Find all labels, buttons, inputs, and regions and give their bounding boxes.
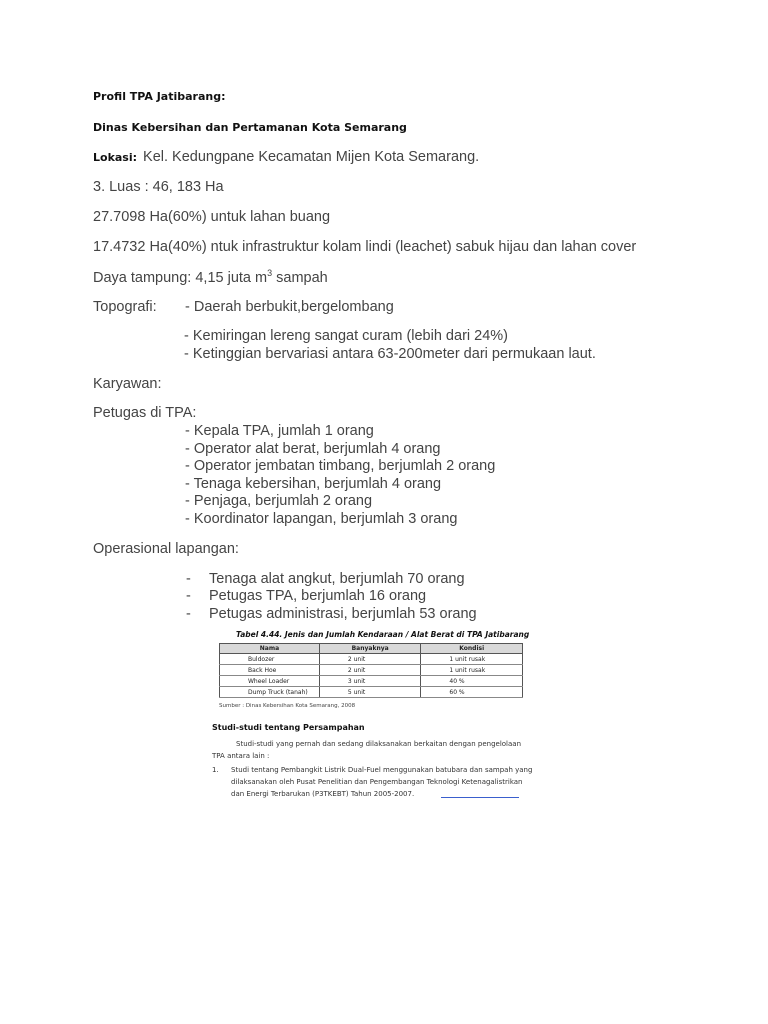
daya-tampung-sup: 3 bbox=[267, 268, 273, 278]
table-cell: 5 unit bbox=[319, 687, 420, 698]
table-cell: Dump Truck (tanah) bbox=[220, 687, 320, 698]
table-source: Sumber : Dinas Kebersihan Kota Semarang, 2008 bbox=[219, 703, 356, 709]
table-header-row bbox=[220, 644, 523, 654]
petugas-item: - Penjaga, berjumlah 2 orang bbox=[185, 493, 373, 509]
luas-line: 3. Luas : 46, 183 Ha bbox=[93, 179, 224, 195]
operasional-item: Petugas administrasi, berjumlah 53 orang bbox=[209, 606, 477, 622]
table-cell: Back Hoe bbox=[220, 665, 320, 676]
table-row bbox=[220, 654, 523, 665]
table-cell: 1 unit rusak bbox=[421, 665, 523, 676]
studi-item-text: Studi tentang Pembangkit Listrik Dual-Fuel menggunakan batubara dan sampah yang bbox=[231, 766, 533, 774]
petugas-item: - Koordinator lapangan, berjumlah 3 orang bbox=[185, 511, 458, 527]
table-row bbox=[220, 676, 523, 687]
table-header-cell: Banyaknya bbox=[319, 644, 420, 654]
operasional-dash: - bbox=[186, 606, 191, 622]
table-cell: 60 % bbox=[421, 687, 523, 698]
lokasi-label: Lokasi: bbox=[93, 151, 138, 164]
document-title: Profil TPA Jatibarang: bbox=[93, 90, 226, 103]
agency-name: Dinas Kebersihan dan Pertamanan Kota Semarang bbox=[93, 121, 407, 134]
studi-heading: Studi-studi tentang Persampahan bbox=[212, 723, 365, 732]
petugas-item: - Operator alat berat, berjumlah 4 orang bbox=[185, 441, 441, 457]
daya-tampung-suffix: sampah bbox=[272, 269, 328, 286]
table-cell: Buldozer bbox=[220, 654, 320, 665]
daya-tampung-prefix: Daya tampung: 4,15 juta m bbox=[93, 269, 268, 286]
operasional-dash: - bbox=[186, 571, 191, 587]
studi-item-number: 1. bbox=[212, 766, 219, 774]
operasional-item: Tenaga alat angkut, berjumlah 70 orang bbox=[209, 571, 465, 587]
studi-item-text: dilaksanakan oleh Pusat Penelitian dan Pengembangan Teknologi Ketenagalistrikan bbox=[231, 778, 523, 786]
table-row bbox=[220, 687, 523, 698]
table-header-cell: Nama bbox=[220, 644, 320, 654]
studi-item-text: dan Energi Terbarukan (P3TKEBT) Tahun 2005-2007. bbox=[231, 790, 415, 798]
petugas-label: Petugas di TPA: bbox=[93, 405, 197, 421]
petugas-item: - Kepala TPA, jumlah 1 orang bbox=[185, 423, 374, 439]
topografi-item: - Ketinggian bervariasi antara 63-200meter dari permukaan laut. bbox=[184, 346, 596, 362]
table-caption: Tabel 4.44. Jenis dan Jumlah Kendaraan / Alat Berat di TPA Jatibarang bbox=[236, 630, 530, 639]
hyperlink-underline bbox=[441, 797, 519, 798]
lahan-buang-line: 27.7098 Ha(60%) untuk lahan buang bbox=[93, 209, 331, 225]
topografi-item: - Daerah berbukit,bergelombang bbox=[185, 299, 394, 315]
infrastruktur-line: 17.4732 Ha(40%) ntuk infrastruktur kolam lindi (leachet) sabuk hijau dan lahan cover bbox=[93, 239, 637, 255]
studi-intro: Studi-studi yang pernah dan sedang dilaksanakan berkaitan dengan pengelolaan bbox=[236, 740, 522, 748]
table-row bbox=[220, 665, 523, 676]
operasional-dash: - bbox=[186, 588, 191, 604]
table-header-cell: Kondisi bbox=[421, 644, 523, 654]
table-cell: 2 unit bbox=[319, 665, 420, 676]
daya-tampung-line bbox=[93, 268, 328, 286]
vehicle-table bbox=[219, 643, 523, 698]
petugas-item: - Tenaga kebersihan, berjumlah 4 orang bbox=[185, 476, 442, 492]
table-cell: Wheel Loader bbox=[220, 676, 320, 687]
topografi-label: Topografi: bbox=[93, 299, 157, 315]
table-cell: 3 unit bbox=[319, 676, 420, 687]
table-cell: 1 unit rusak bbox=[421, 654, 523, 665]
karyawan-label: Karyawan: bbox=[93, 376, 162, 392]
petugas-item: - Operator jembatan timbang, berjumlah 2 orang bbox=[185, 458, 496, 474]
table-cell: 40 % bbox=[421, 676, 523, 687]
topografi-item: - Kemiringan lereng sangat curam (lebih dari 24%) bbox=[184, 328, 508, 344]
studi-intro: TPA antara lain : bbox=[212, 752, 270, 760]
operasional-label: Operasional lapangan: bbox=[93, 541, 239, 557]
lokasi-value: Kel. Kedungpane Kecamatan Mijen Kota Semarang. bbox=[143, 149, 480, 165]
operasional-item: Petugas TPA, berjumlah 16 orang bbox=[209, 588, 427, 604]
lokasi-line bbox=[93, 149, 479, 165]
table-cell: 2 unit bbox=[319, 654, 420, 665]
